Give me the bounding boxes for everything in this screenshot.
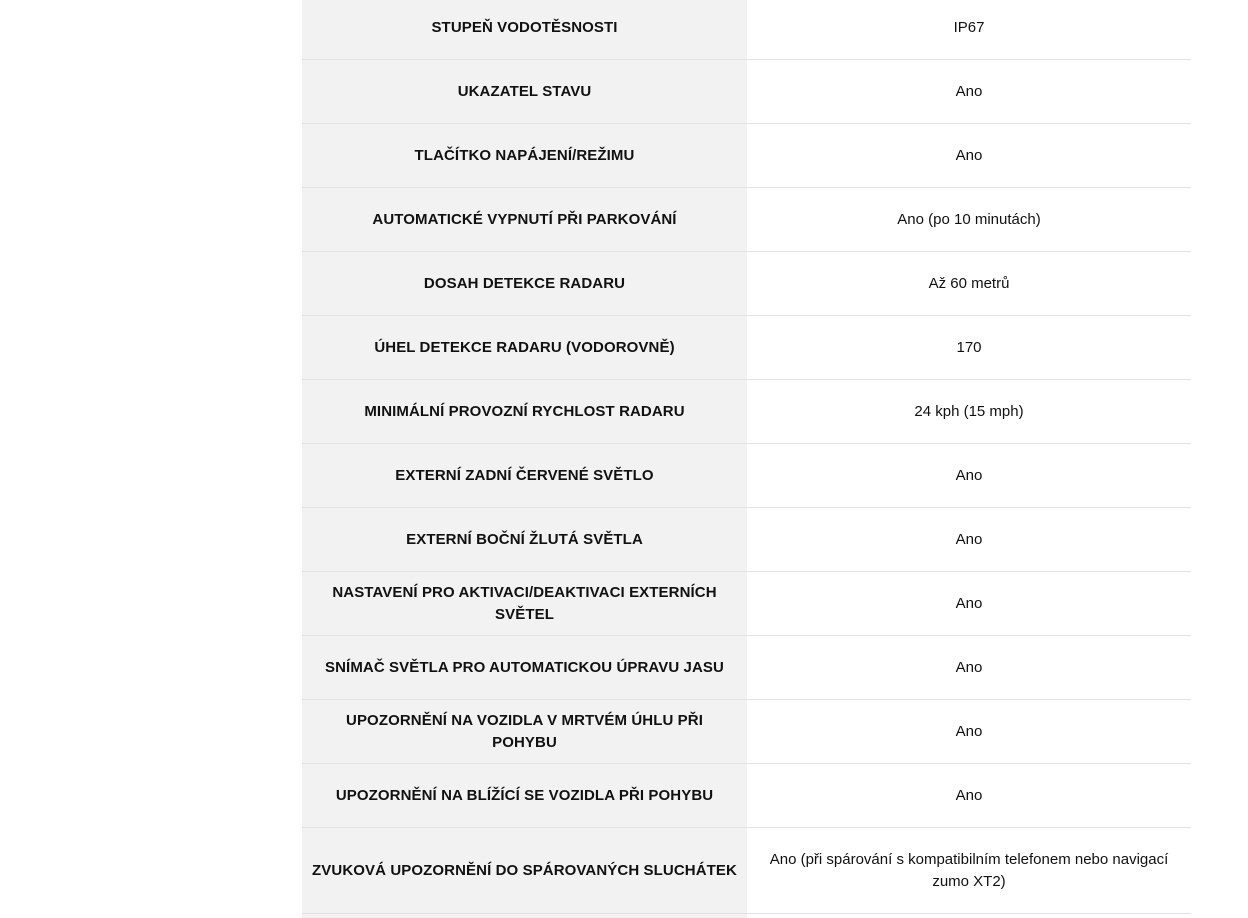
spec-label: ZVUKOVÁ UPOZORNĚNÍ DO SPÁROVANÝCH SLUCHÁTEK <box>302 828 747 913</box>
spec-label: UPOZORNĚNÍ NA VOZIDLA V MRTVÉM ÚHLU PŘI POHYBU <box>302 700 747 763</box>
spec-value: Ano (po 10 minutách) <box>747 188 1191 251</box>
table-row <box>302 316 1191 380</box>
spec-value: Ano <box>747 764 1191 827</box>
spec-value-empty <box>747 914 1191 918</box>
spec-value: Ano <box>747 700 1191 763</box>
table-row <box>302 828 1191 914</box>
spec-value: Ano <box>747 124 1191 187</box>
specifications-table <box>302 0 1191 918</box>
spec-label: STUPEŇ VODOTĚSNOSTI <box>302 0 747 59</box>
table-row <box>302 444 1191 508</box>
table-row <box>302 252 1191 316</box>
spec-value: IP67 <box>747 0 1191 59</box>
spec-label: DOSAH DETEKCE RADARU <box>302 252 747 315</box>
spec-value: Ano (při spárování s kompatibilním telefonem nebo navigací zumo XT2) <box>747 828 1191 913</box>
spec-value: Ano <box>747 60 1191 123</box>
table-row <box>302 508 1191 572</box>
spec-label: TLAČÍTKO NAPÁJENÍ/REŽIMU <box>302 124 747 187</box>
spec-label: AUTOMATICKÉ VYPNUTÍ PŘI PARKOVÁNÍ <box>302 188 747 251</box>
spec-label: ÚHEL DETEKCE RADARU (VODOROVNĚ) <box>302 316 747 379</box>
spec-value: Ano <box>747 636 1191 699</box>
spec-label-empty <box>302 914 747 918</box>
spec-label: UKAZATEL STAVU <box>302 60 747 123</box>
table-row <box>302 0 1191 60</box>
table-row <box>302 60 1191 124</box>
spec-label: SNÍMAČ SVĚTLA PRO AUTOMATICKOU ÚPRAVU JASU <box>302 636 747 699</box>
table-row <box>302 188 1191 252</box>
spec-value: Až 60 metrů <box>747 252 1191 315</box>
spec-value: 170 <box>747 316 1191 379</box>
table-row <box>302 636 1191 700</box>
spec-label: EXTERNÍ ZADNÍ ČERVENÉ SVĚTLO <box>302 444 747 507</box>
table-row <box>302 700 1191 764</box>
spec-value: Ano <box>747 508 1191 571</box>
spec-label: UPOZORNĚNÍ NA BLÍŽÍCÍ SE VOZIDLA PŘI POHYBU <box>302 764 747 827</box>
table-row <box>302 764 1191 828</box>
spec-label: MINIMÁLNÍ PROVOZNÍ RYCHLOST RADARU <box>302 380 747 443</box>
spec-value: Ano <box>747 444 1191 507</box>
table-row-partial <box>302 914 1191 918</box>
table-row <box>302 380 1191 444</box>
spec-label: EXTERNÍ BOČNÍ ŽLUTÁ SVĚTLA <box>302 508 747 571</box>
spec-value: 24 kph (15 mph) <box>747 380 1191 443</box>
spec-value: Ano <box>747 572 1191 635</box>
table-row <box>302 572 1191 636</box>
table-row <box>302 124 1191 188</box>
spec-label: NASTAVENÍ PRO AKTIVACI/DEAKTIVACI EXTERNÍCH SVĚTEL <box>302 572 747 635</box>
